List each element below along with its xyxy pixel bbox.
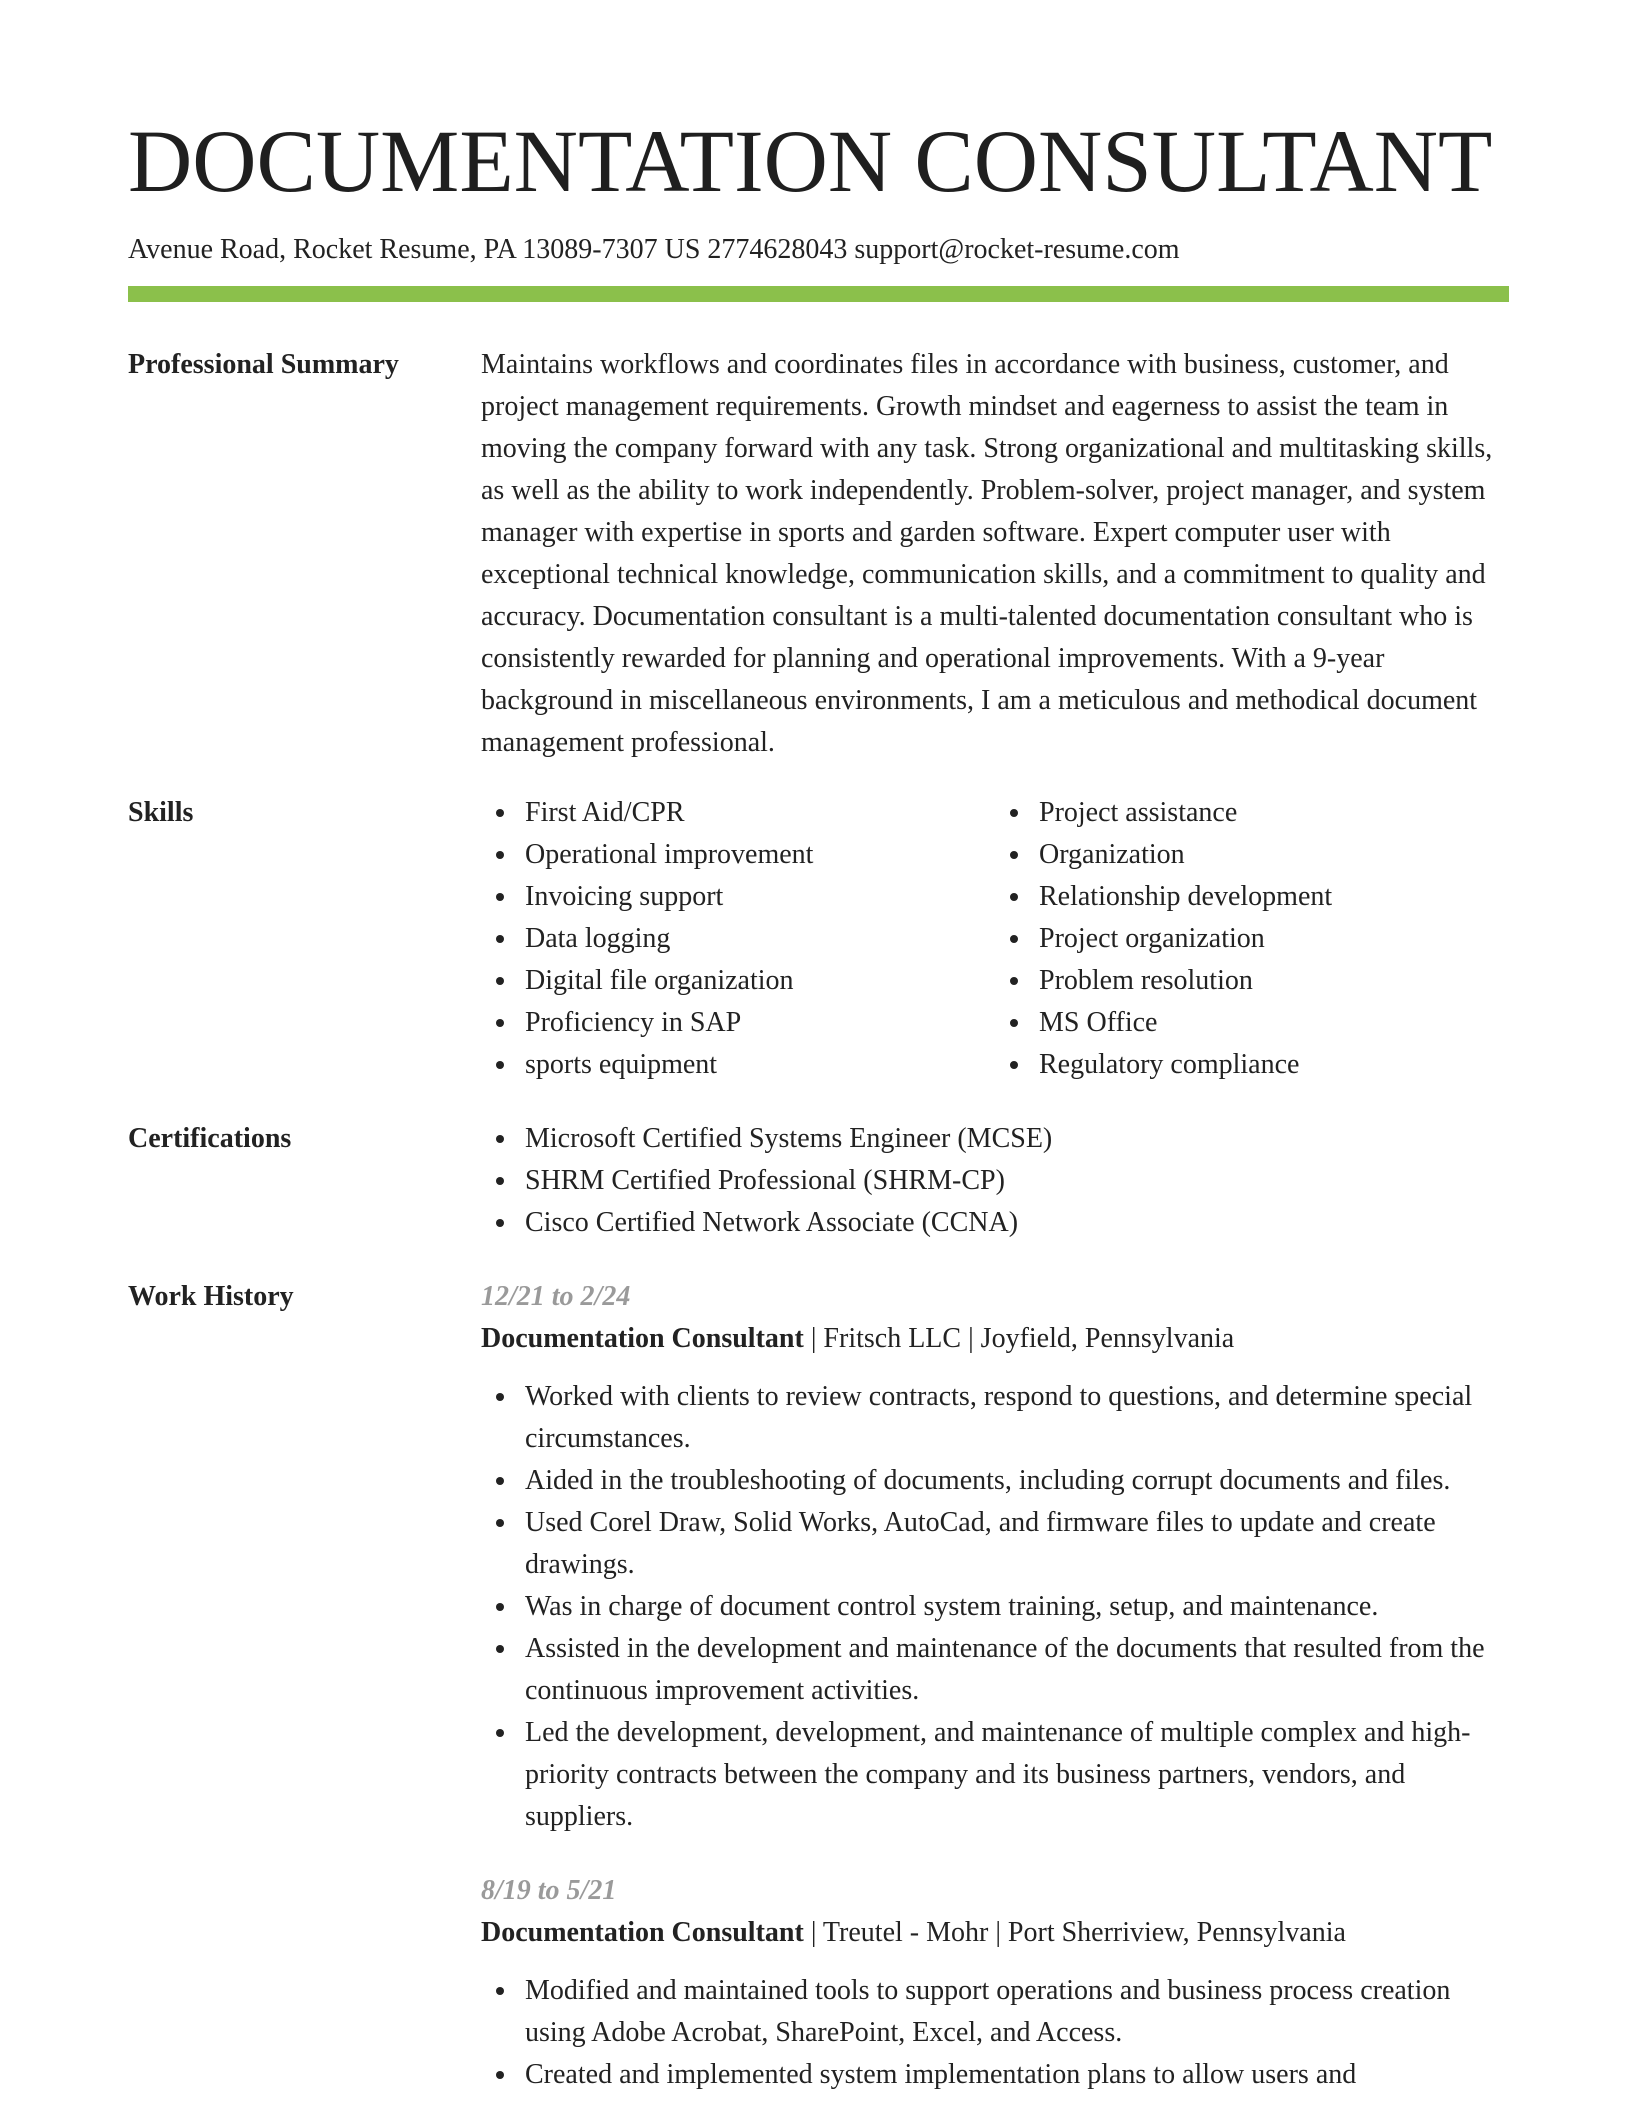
job-bullet: Created and implemented system implementation plans to allow users and <box>525 2054 1509 2096</box>
job-entry <box>481 1276 1509 1838</box>
work-history-heading: Work History <box>128 1281 294 1312</box>
certification-item: SHRM Certified Professional (SHRM-CP) <box>525 1160 1509 1202</box>
job-bullet: Led the development, development, and maintenance of multiple complex and high-priority contracts between the company and its business partners, vendors, and suppliers. <box>525 1712 1509 1838</box>
job-bullet: Modified and maintained tools to support operations and business process creation using Adobe Acrobat, SharePoint, Excel, and Access. <box>525 1970 1509 2054</box>
skills-heading: Skills <box>128 797 194 828</box>
resume-title: DOCUMENTATION CONSULTANT <box>128 113 1493 211</box>
job-bullet-list <box>481 1970 1509 2096</box>
accent-divider <box>128 286 1509 302</box>
skills-list-right <box>995 792 1509 1086</box>
job-entry <box>481 1870 1509 2096</box>
skill-item: Project organization <box>1039 918 1509 960</box>
summary-body <box>481 344 1509 764</box>
work-history-body <box>481 1276 1509 2096</box>
job-dates: 8/19 to 5/21 <box>481 1875 617 1906</box>
certification-item: Cisco Certified Network Associate (CCNA) <box>525 1202 1509 1244</box>
summary-heading: Professional Summary <box>128 349 399 380</box>
skill-item: Problem resolution <box>1039 960 1509 1002</box>
skills-body <box>481 792 1509 1086</box>
job-details: | Treutel - Mohr | Port Sherriview, Pennsylvania <box>803 1917 1346 1948</box>
skill-item: MS Office <box>1039 1002 1509 1044</box>
certifications-list <box>481 1118 1509 1244</box>
skill-item: Proficiency in SAP <box>525 1002 995 1044</box>
job-bullet: Was in charge of document control system training, setup, and maintenance. <box>525 1586 1509 1628</box>
skill-item: Operational improvement <box>525 834 995 876</box>
skill-item: Relationship development <box>1039 876 1509 918</box>
contact-line: Avenue Road, Rocket Resume, PA 13089-7307 US 2774628043 support@rocket-resume.com <box>128 234 1180 265</box>
job-details: | Fritsch LLC | Joyfield, Pennsylvania <box>803 1323 1235 1354</box>
job-title: Documentation Consultant <box>481 1323 804 1354</box>
skill-item: Organization <box>1039 834 1509 876</box>
job-bullet: Used Corel Draw, Solid Works, AutoCad, and firmware files to update and create drawings. <box>525 1502 1509 1586</box>
skills-list-left <box>481 792 995 1086</box>
job-bullet-list <box>481 1376 1509 1838</box>
job-heading <box>481 1318 1509 1360</box>
job-bullet: Assisted in the development and maintenance of the documents that resulted from the continuous improvement activities. <box>525 1628 1509 1712</box>
certifications-heading: Certifications <box>128 1123 292 1154</box>
summary-text: Maintains workflows and coordinates files in accordance with business, customer, and project management requirements. Growth mindset and eagerness to assist the team in moving the company forward with any task. Strong organizational and multitasking skills, as well as the ability to work independently. Problem-solver, project manager, and system manager with expertise in sports and garden software. Expert computer user with exceptional technical knowledge, communication skills, and a commitment to quality and accuracy. Documentation consultant is a multi-talented documentation consultant who is consistently rewarded for planning and operational improvements. With a 9-year background in miscellaneous environments, I am a meticulous and methodical document management professional. <box>481 349 1493 758</box>
certification-item: Microsoft Certified Systems Engineer (MCSE) <box>525 1118 1509 1160</box>
certifications-body <box>481 1118 1509 1244</box>
skill-item: First Aid/CPR <box>525 792 995 834</box>
skill-item: Invoicing support <box>525 876 995 918</box>
job-title: Documentation Consultant <box>481 1917 804 1948</box>
job-bullet: Aided in the troubleshooting of documents, including corrupt documents and files. <box>525 1460 1509 1502</box>
job-dates: 12/21 to 2/24 <box>481 1281 631 1312</box>
skill-item: Regulatory compliance <box>1039 1044 1509 1086</box>
skill-item: Digital file organization <box>525 960 995 1002</box>
skill-item: Data logging <box>525 918 995 960</box>
skill-item: sports equipment <box>525 1044 995 1086</box>
job-heading <box>481 1912 1509 1954</box>
job-bullet: Worked with clients to review contracts, respond to questions, and determine special circumstances. <box>525 1376 1509 1460</box>
skill-item: Project assistance <box>1039 792 1509 834</box>
